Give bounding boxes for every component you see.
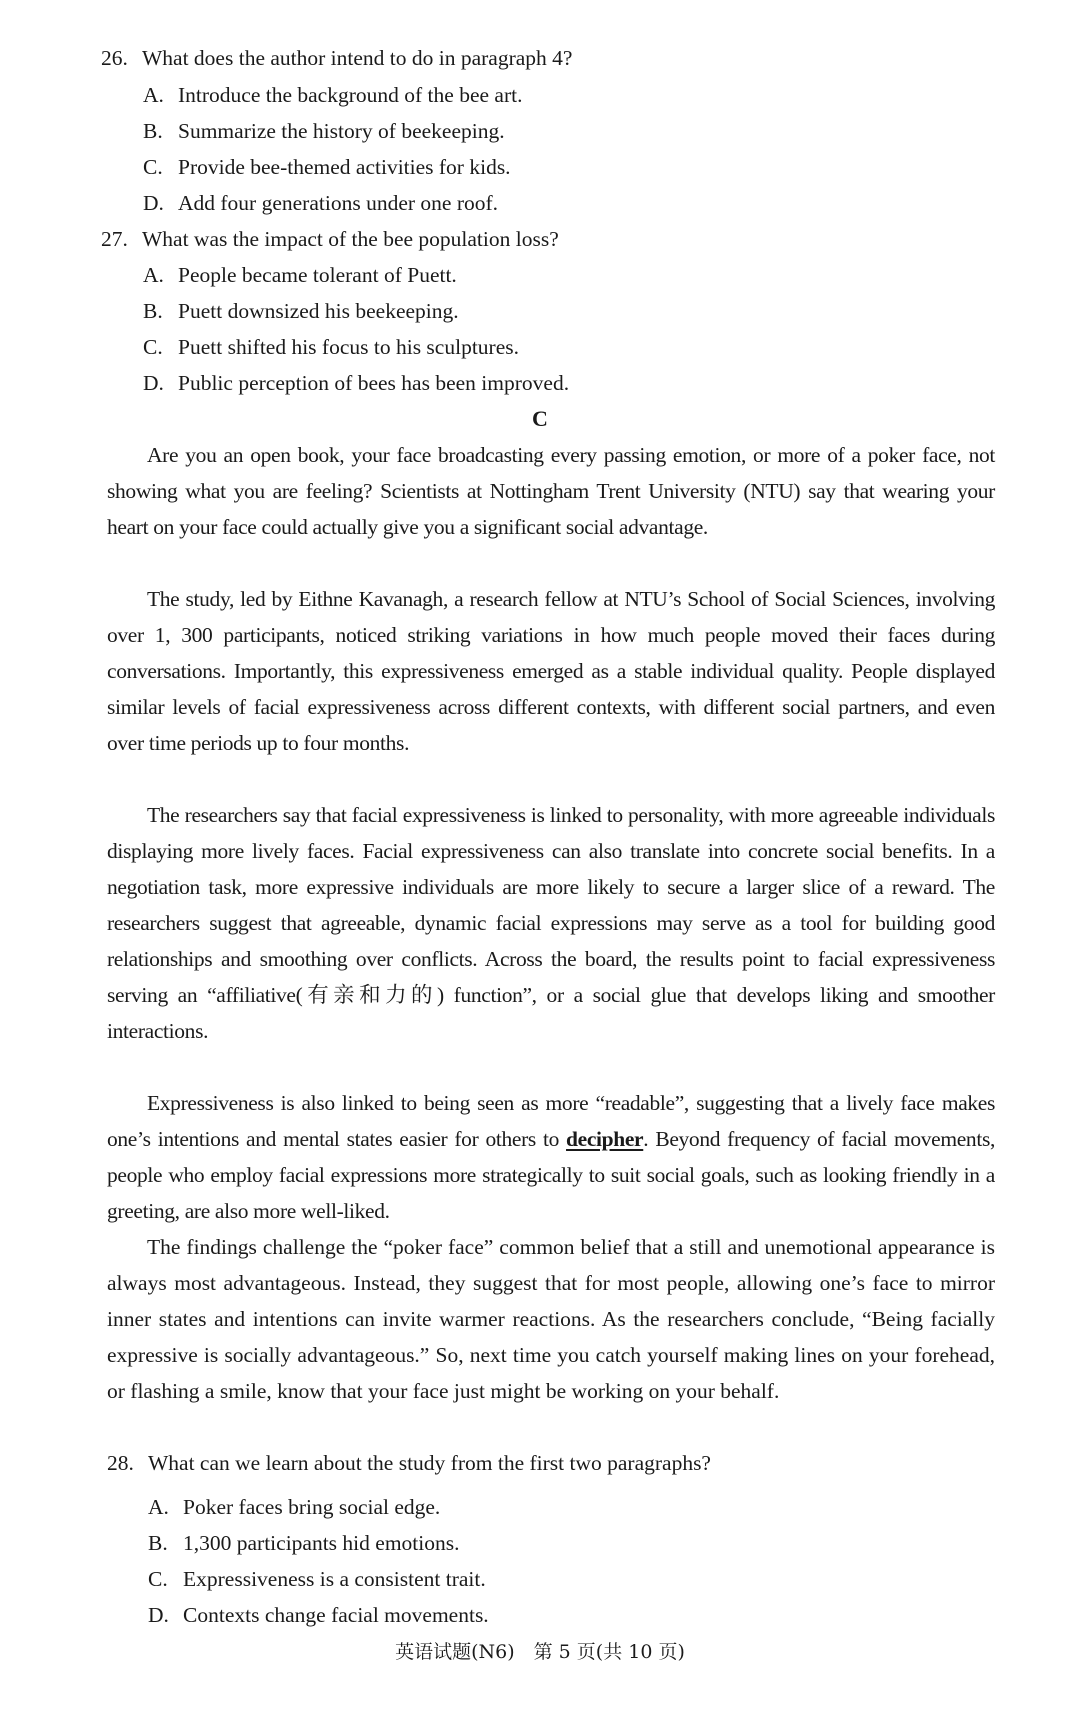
option-label: B. [148, 1531, 168, 1555]
question-28-option-d [148, 1597, 489, 1633]
option-text: Public perception of bees has been improved. [178, 371, 570, 395]
passage-paragraph-2: The study, led by Eithne Kavanagh, a research fellow at NTU’s School of Social Sciences, involving over 1, 300 participants, noticed striking variations in how much people moved their faces during conversations. Importantly, this expressiveness emerged as a stable individual quality. People displayed similar levels of facial expressiveness across different contexts, with different social partners, and even over time periods up to four months. [107, 587, 995, 755]
option-label: C. [143, 335, 163, 359]
option-text: Puett shifted his focus to his sculptures. [178, 335, 519, 359]
section-heading: C [532, 406, 548, 431]
option-label: B. [143, 119, 163, 143]
option-text: Summarize the history of beekeeping. [178, 119, 505, 143]
question-26-option-d [143, 185, 498, 221]
question-27-option-c [143, 329, 519, 365]
question-26-option-c [143, 149, 511, 185]
option-text: Add four generations under one roof. [178, 191, 499, 215]
passage-paragraph-1: Are you an open book, your face broadcasting every passing emotion, or more of a poker face, not showing what you are feeling? Scientists at Nottingham Trent University (NTU) say that wearing your heart on your face could actually give you a significant social advantage. [107, 443, 995, 539]
question-28-option-b [148, 1525, 459, 1561]
question-28-stem [107, 1445, 1007, 1481]
question-26-stem [101, 40, 1001, 76]
question-28-option-a [148, 1489, 440, 1525]
question-text: What was the impact of the bee population loss? [142, 227, 559, 251]
option-label: B. [143, 299, 163, 323]
question-26-option-a [143, 77, 522, 113]
option-text: Poker faces bring social edge. [183, 1495, 441, 1519]
question-27-stem [101, 221, 1001, 257]
option-text: Introduce the background of the bee art. [178, 83, 523, 107]
option-label: A. [143, 263, 164, 287]
option-text: Expressiveness is a consistent trait. [183, 1567, 486, 1591]
page-footer: 英语试题(N6) 第 5 页(共 10 页) [395, 1641, 685, 1663]
option-text: People became tolerant of Puett. [178, 263, 457, 287]
option-label: C. [148, 1567, 168, 1591]
question-27-option-d [143, 365, 569, 401]
question-number: 27. [101, 227, 128, 251]
option-label: A. [143, 83, 164, 107]
question-27-option-b [143, 293, 459, 329]
option-label: D. [143, 371, 164, 395]
option-label: D. [143, 191, 164, 215]
question-28-option-c [148, 1561, 486, 1597]
option-text: Contexts change facial movements. [183, 1603, 489, 1627]
question-number: 26. [101, 46, 128, 70]
passage-paragraph-4 [107, 1085, 995, 1229]
option-text: Provide bee-themed activities for kids. [178, 155, 511, 179]
option-text: 1,300 participants hid emotions. [183, 1531, 460, 1555]
question-26-option-b [143, 113, 505, 149]
paragraph-text: Expressiveness is also linked to being seen as more “readable”, suggesting that a lively face makes one’s intentions and mental states easier for others to [107, 1091, 995, 1151]
passage-paragraph-3: The researchers say that facial expressiveness is linked to personality, with more agreeable individuals displaying more lively faces. Facial expressiveness can also translate into concrete social benefits. In a negotiation task, more expressive individuals are more likely to secure a larger slice of a reward. The researchers suggest that agreeable, dynamic facial expressions may serve as a tool for building good relationships and smoothing over conflicts. Across the board, the results point to facial expressiveness serving an “affiliative(有亲和力的) function”, or a social glue that develops liking and smoother interactions. [107, 803, 995, 1043]
option-label: C. [143, 155, 163, 179]
option-label: A. [148, 1495, 169, 1519]
question-number: 28. [107, 1451, 134, 1475]
question-text: What can we learn about the study from the first two paragraphs? [148, 1451, 711, 1475]
question-27-option-a [143, 257, 457, 293]
question-text: What does the author intend to do in paragraph 4? [142, 46, 573, 70]
underlined-keyword-decipher: decipher [566, 1127, 644, 1151]
passage-paragraph-5: The findings challenge the “poker face” common belief that a still and unemotional appearance is always most advantageous. Instead, they suggest that for most people, allowing one’s face to mirror inner states and intentions can invite warmer reactions. As the researchers conclude, “Being facially expressive is socially advantageous.” So, next time you catch yourself making lines on your forehead, or flashing a smile, know that your face just might be working on your behalf. [107, 1235, 995, 1403]
paragraph-text: . Beyond frequency of facial movements, people who employ facial expressions more strategically to suit social goals, such as looking friendly in a greeting, are also more well-liked. [107, 1127, 995, 1223]
option-text: Puett downsized his beekeeping. [178, 299, 459, 323]
option-label: D. [148, 1603, 169, 1627]
